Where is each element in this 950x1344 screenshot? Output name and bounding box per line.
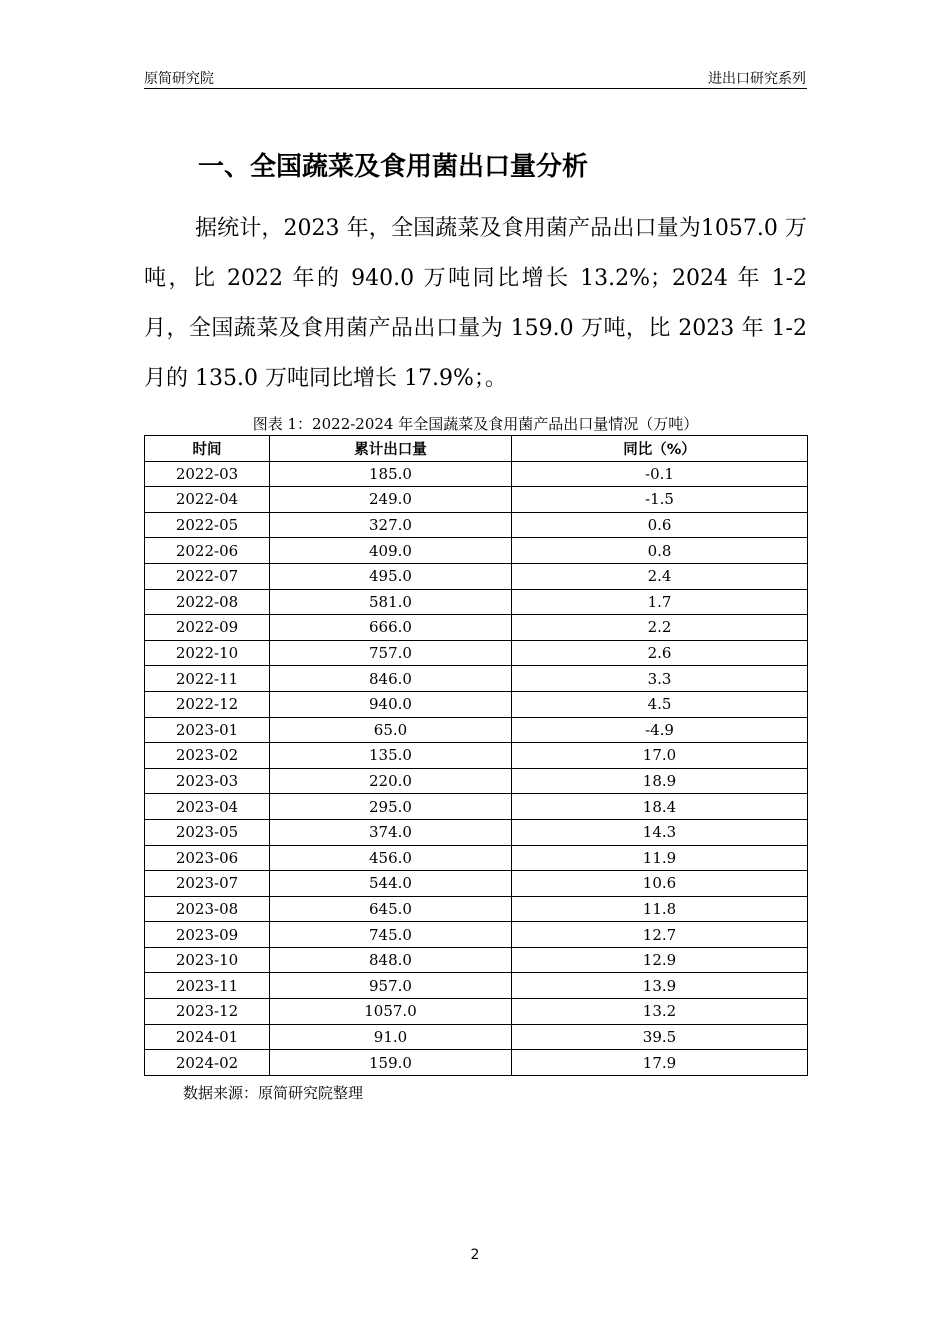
cell-time: 2022-05 xyxy=(145,512,270,538)
table-row xyxy=(145,794,808,820)
table-row xyxy=(145,999,808,1025)
col-header-time: 时间 xyxy=(145,436,270,462)
cell-time: 2022-03 xyxy=(145,461,270,487)
cell-yoy: -4.9 xyxy=(512,717,808,743)
cell-cumulative-export: 846.0 xyxy=(270,666,512,692)
body-paragraph: 据统计，2023 年，全国蔬菜及食用菌产品出口量为1057.0 万吨，比 2022 年的 940.0 万吨同比增长 13.2%；2024 年 1-2 月，全国蔬菜及食用菌产品出口量为 159.0 万吨，比 2023 年 1-2 月的 135.0 万吨同比增长 17.9%；。 xyxy=(144,216,807,391)
col-header-cumulative-export: 累计出口量 xyxy=(270,436,512,462)
cell-time: 2022-10 xyxy=(145,640,270,666)
cell-yoy: 13.9 xyxy=(512,973,808,999)
table-row xyxy=(145,615,808,641)
table-row xyxy=(145,461,808,487)
cell-yoy: 0.8 xyxy=(512,538,808,564)
cell-yoy: -1.5 xyxy=(512,487,808,513)
cell-cumulative-export: 249.0 xyxy=(270,487,512,513)
cell-yoy: 12.9 xyxy=(512,947,808,973)
cell-yoy: 14.3 xyxy=(512,819,808,845)
cell-time: 2023-05 xyxy=(145,819,270,845)
table-row xyxy=(145,512,808,538)
table-row xyxy=(145,845,808,871)
cell-yoy: 4.5 xyxy=(512,691,808,717)
cell-cumulative-export: 65.0 xyxy=(270,717,512,743)
cell-yoy: 2.4 xyxy=(512,563,808,589)
cell-cumulative-export: 745.0 xyxy=(270,922,512,948)
cell-cumulative-export: 185.0 xyxy=(270,461,512,487)
cell-time: 2023-07 xyxy=(145,871,270,897)
cell-cumulative-export: 91.0 xyxy=(270,1024,512,1050)
cell-yoy: 1.7 xyxy=(512,589,808,615)
table-row xyxy=(145,896,808,922)
cell-yoy: 10.6 xyxy=(512,871,808,897)
cell-time: 2022-07 xyxy=(145,563,270,589)
cell-time: 2023-02 xyxy=(145,743,270,769)
cell-cumulative-export: 848.0 xyxy=(270,947,512,973)
header-right-text: 进出口研究系列 xyxy=(708,71,806,87)
table-row xyxy=(145,768,808,794)
cell-yoy: 0.6 xyxy=(512,512,808,538)
cell-yoy: 13.2 xyxy=(512,999,808,1025)
cell-yoy: 18.9 xyxy=(512,768,808,794)
cell-time: 2023-06 xyxy=(145,845,270,871)
cell-yoy: 2.2 xyxy=(512,615,808,641)
section-heading: 一、全国蔬菜及食用菌出口量分析 xyxy=(198,152,589,182)
cell-time: 2023-08 xyxy=(145,896,270,922)
table-row xyxy=(145,973,808,999)
cell-cumulative-export: 957.0 xyxy=(270,973,512,999)
cell-time: 2024-01 xyxy=(145,1024,270,1050)
header-divider xyxy=(144,88,807,89)
table-row xyxy=(145,922,808,948)
cell-yoy: 2.6 xyxy=(512,640,808,666)
cell-time: 2023-04 xyxy=(145,794,270,820)
cell-time: 2022-09 xyxy=(145,615,270,641)
cell-cumulative-export: 456.0 xyxy=(270,845,512,871)
table-caption: 图表 1：2022-2024 年全国蔬菜及食用菌产品出口量情况（万吨） xyxy=(252,415,699,433)
table-row xyxy=(145,819,808,845)
cell-cumulative-export: 581.0 xyxy=(270,589,512,615)
cell-cumulative-export: 757.0 xyxy=(270,640,512,666)
table-row xyxy=(145,1024,808,1050)
cell-time: 2022-04 xyxy=(145,487,270,513)
table-row xyxy=(145,947,808,973)
cell-cumulative-export: 666.0 xyxy=(270,615,512,641)
col-header-yoy: 同比（%） xyxy=(512,436,808,462)
cell-time: 2023-09 xyxy=(145,922,270,948)
cell-cumulative-export: 544.0 xyxy=(270,871,512,897)
table-header-row xyxy=(145,436,808,462)
cell-yoy: 11.8 xyxy=(512,896,808,922)
cell-time: 2023-10 xyxy=(145,947,270,973)
cell-yoy: 39.5 xyxy=(512,1024,808,1050)
table-row xyxy=(145,640,808,666)
cell-time: 2022-08 xyxy=(145,589,270,615)
page-number: 2 xyxy=(470,1247,480,1263)
table-row xyxy=(145,563,808,589)
cell-cumulative-export: 295.0 xyxy=(270,794,512,820)
cell-cumulative-export: 327.0 xyxy=(270,512,512,538)
table-row xyxy=(145,691,808,717)
table-row xyxy=(145,871,808,897)
export-volume-table xyxy=(144,435,808,1076)
table-row xyxy=(145,717,808,743)
cell-yoy: 11.9 xyxy=(512,845,808,871)
cell-time: 2022-11 xyxy=(145,666,270,692)
cell-yoy: -0.1 xyxy=(512,461,808,487)
table-row xyxy=(145,1050,808,1076)
table-row xyxy=(145,538,808,564)
cell-time: 2024-02 xyxy=(145,1050,270,1076)
cell-cumulative-export: 220.0 xyxy=(270,768,512,794)
cell-cumulative-export: 495.0 xyxy=(270,563,512,589)
table-row xyxy=(145,487,808,513)
cell-time: 2022-06 xyxy=(145,538,270,564)
table-row xyxy=(145,666,808,692)
cell-time: 2023-11 xyxy=(145,973,270,999)
header-left-text: 原简研究院 xyxy=(144,71,214,87)
cell-time: 2022-12 xyxy=(145,691,270,717)
cell-cumulative-export: 409.0 xyxy=(270,538,512,564)
cell-cumulative-export: 1057.0 xyxy=(270,999,512,1025)
cell-yoy: 17.9 xyxy=(512,1050,808,1076)
cell-cumulative-export: 374.0 xyxy=(270,819,512,845)
cell-cumulative-export: 159.0 xyxy=(270,1050,512,1076)
cell-yoy: 18.4 xyxy=(512,794,808,820)
table-row xyxy=(145,743,808,769)
cell-yoy: 17.0 xyxy=(512,743,808,769)
data-source-note: 数据来源：原简研究院整理 xyxy=(183,1084,364,1102)
cell-time: 2023-03 xyxy=(145,768,270,794)
cell-yoy: 12.7 xyxy=(512,922,808,948)
cell-cumulative-export: 940.0 xyxy=(270,691,512,717)
cell-yoy: 3.3 xyxy=(512,666,808,692)
table-row xyxy=(145,589,808,615)
cell-cumulative-export: 645.0 xyxy=(270,896,512,922)
cell-time: 2023-12 xyxy=(145,999,270,1025)
cell-time: 2023-01 xyxy=(145,717,270,743)
cell-cumulative-export: 135.0 xyxy=(270,743,512,769)
